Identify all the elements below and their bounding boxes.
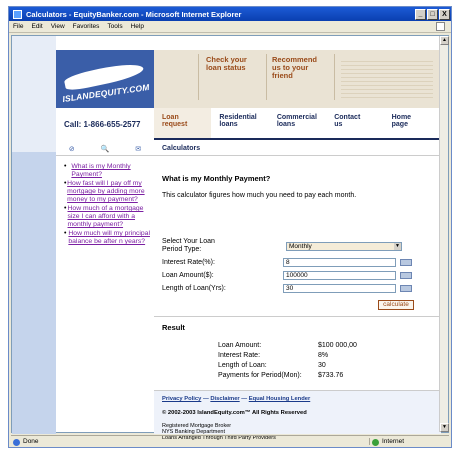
link-affordable-mortgage[interactable]: How much of a mortgage size I can afford with a monthly payment? [67, 205, 144, 228]
result-label: Length of Loan: [218, 362, 267, 369]
rate-label: Interest Rate(%): [162, 258, 215, 266]
fine-print: Registered Mortgage Broker NYS Banking Department Loans Arranged Through Third Party Providers [162, 423, 276, 441]
zone-text: Internet [369, 438, 449, 445]
nav-contact-us[interactable]: Contact us [334, 114, 361, 128]
left-stripe [12, 152, 56, 434]
window-title: Calculators - EquityBanker.com - Microsoft Internet Explorer [26, 9, 242, 19]
form-row-amount [162, 271, 412, 280]
menu-edit[interactable]: Edit [31, 23, 43, 30]
result-row [218, 372, 343, 379]
form-row-rate [162, 258, 412, 267]
menu-help[interactable]: Help [130, 23, 144, 30]
tools-bar [56, 142, 154, 156]
close-button[interactable]: X [439, 9, 450, 20]
banner-divider [266, 54, 267, 100]
amount-input[interactable]: 100000 [283, 271, 396, 280]
chevron-down-icon[interactable]: ▼ [395, 242, 400, 249]
result-label: Payments for Period(Mon): [218, 372, 302, 379]
check-loan-status-link[interactable]: Check your loan status [206, 55, 247, 72]
period-label: Select Your Loan Period Type: [162, 238, 215, 253]
nav-home-page[interactable]: Home page [391, 114, 412, 128]
form-row-period [162, 238, 412, 254]
amount-label: Loan Amount($): [162, 271, 214, 279]
menu-tools[interactable]: Tools [107, 23, 123, 30]
phone-bar [56, 108, 154, 140]
result-value: 30 [318, 362, 326, 369]
footer-links: Privacy Policy — Disclaimer — Equal Housing Lender [162, 396, 311, 402]
menu-view[interactable]: View [50, 23, 65, 30]
result-value: $733.76 [318, 372, 344, 379]
result-value: $100 000,00 [318, 342, 357, 349]
length-input[interactable]: 30 [283, 284, 396, 293]
form-row-length [162, 284, 412, 293]
keypad-icon[interactable] [400, 272, 412, 279]
list-item: • How much of a mortgage size I can afford with a monthly payment? [64, 205, 156, 229]
calculate-button[interactable]: calculate [378, 300, 414, 310]
divider [154, 316, 441, 317]
disclaimer-link[interactable]: Disclaimer [210, 396, 240, 402]
status-text: Done [11, 438, 369, 445]
list-item: • How fast will I pay off my mortgage by adding more money to my payment? [64, 180, 156, 204]
privacy-policy-link[interactable]: Privacy Policy [162, 396, 202, 402]
recommend-friend-link[interactable]: Recommend us to your friend [272, 55, 318, 80]
main-nav [154, 108, 441, 140]
period-value: Monthly [289, 242, 312, 250]
result-title: Result [162, 323, 185, 332]
title-bar [9, 7, 451, 21]
calculator-title: What is my Monthly Payment? [162, 174, 271, 183]
maximize-button[interactable]: □ [427, 9, 438, 20]
site-logo[interactable] [56, 50, 154, 108]
status-bar [11, 435, 449, 447]
vertical-scrollbar[interactable] [439, 36, 448, 432]
rate-input[interactable]: 8 [283, 258, 396, 267]
header-banner [154, 50, 441, 108]
result-value: 8% [318, 352, 329, 359]
link-monthly-payment[interactable]: What is my Monthly Payment? [71, 163, 131, 178]
banner-divider [198, 54, 199, 100]
calculator-links [64, 163, 156, 247]
result-label: Loan Amount: [218, 342, 262, 349]
nav-residential-loans[interactable]: Residential loans [219, 114, 257, 128]
ie-icon [13, 10, 22, 19]
scroll-down-icon[interactable]: ▼ [440, 423, 449, 432]
banner-fine-print [341, 58, 433, 98]
banner-divider [334, 54, 335, 100]
keypad-icon[interactable] [400, 285, 412, 292]
list-item: • What is my Monthly Payment? [64, 163, 156, 179]
result-row [218, 352, 328, 359]
web-page [12, 36, 441, 441]
length-label: Length of Loan(Yrs): [162, 284, 226, 292]
section-title: Calculators [154, 142, 441, 156]
result-label: Interest Rate: [218, 352, 261, 359]
left-rail [12, 36, 56, 434]
search-icon[interactable]: 🔍 [100, 145, 110, 153]
logo-text: ISLANDEQUITY.COM [61, 81, 151, 105]
menu-favorites[interactable]: Favorites [72, 23, 100, 30]
email-icon[interactable]: ✉ [135, 145, 142, 153]
minimize-button[interactable]: _ [415, 9, 426, 20]
menu-file[interactable]: File [13, 23, 24, 30]
result-row [218, 362, 326, 369]
print-icon[interactable]: ⊘ [68, 145, 75, 153]
browser-window [8, 6, 452, 448]
calculator-description: This calculator figures how much you need to pay each month. [162, 192, 357, 199]
phone-number: Call: 1-866-655-2577 [64, 120, 141, 129]
copyright: © 2002-2003 IslandEquity.com™ All Rights Reserved [162, 410, 307, 416]
scroll-up-icon[interactable]: ▲ [440, 36, 449, 45]
equal-housing-link[interactable]: Equal Housing Lender [248, 396, 311, 402]
menu-bar [9, 21, 451, 33]
link-pay-off-faster[interactable]: How fast will I pay off my mortgage by adding more money to my payment? [67, 180, 145, 203]
link-principal-balance[interactable]: How much will my principal balance be after n years? [68, 230, 150, 245]
nav-commercial-loans[interactable]: Commercial loans [276, 114, 317, 128]
nav-loan-request[interactable]: Loan request [154, 108, 211, 138]
list-item: • How much will my principal balance be after n years? [64, 230, 156, 246]
page-viewport [11, 35, 449, 441]
result-row [218, 342, 357, 349]
keypad-icon[interactable] [400, 259, 412, 266]
windows-logo-icon [436, 22, 445, 31]
period-select[interactable] [286, 242, 402, 251]
calculator-intro [162, 162, 436, 199]
